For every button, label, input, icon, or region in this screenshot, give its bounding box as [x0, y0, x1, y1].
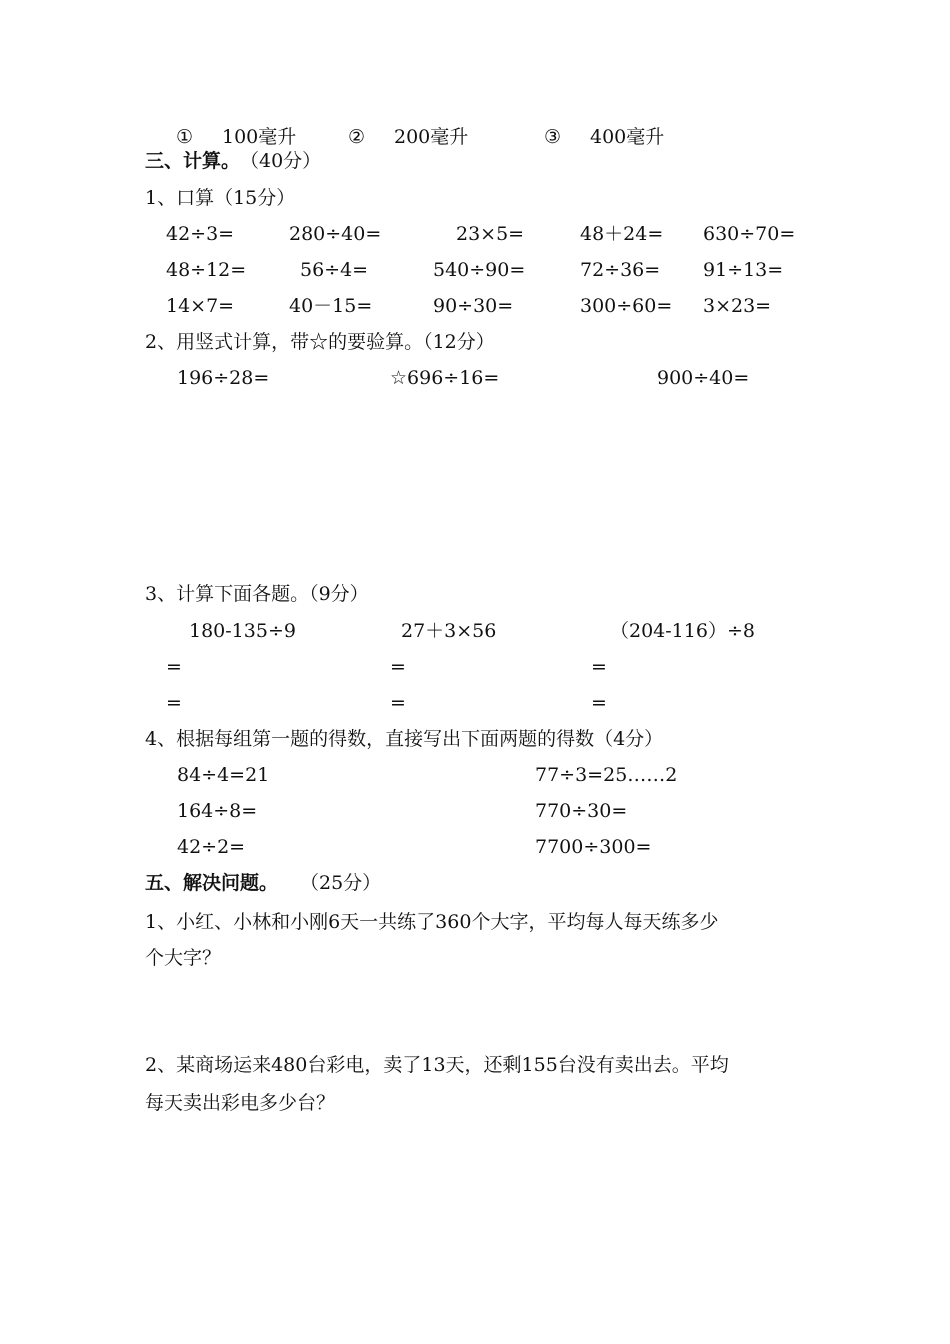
option-marker-1: ①: [176, 126, 194, 148]
calc-item: 630÷70=: [703, 223, 796, 245]
option-marker-3: ③: [544, 126, 562, 148]
equals-sign: =: [591, 656, 607, 678]
derived-calc-item: 77÷3=25……2: [535, 764, 678, 786]
calc-item: 91÷13=: [703, 259, 784, 281]
vertical-calc-item: 900÷40=: [657, 367, 750, 389]
calc-item: 300÷60=: [580, 295, 673, 317]
section5-title: 五、解决问题。: [145, 872, 279, 894]
equals-sign: =: [390, 656, 406, 678]
problem-2-line-2: 每天卖出彩电多少台？: [145, 1092, 336, 1114]
derived-calc-item: 84÷4=21: [177, 764, 270, 786]
equals-sign: =: [166, 692, 182, 714]
calc-item: 42÷3=: [166, 223, 235, 245]
equals-sign: =: [591, 692, 607, 714]
vertical-calc-item: 196÷28=: [177, 367, 270, 389]
option-marker-2: ②: [348, 126, 366, 148]
calc-item: 90÷30=: [433, 295, 514, 317]
derived-calc-item: 42÷2=: [177, 836, 246, 858]
calc-item: 40－15=: [289, 295, 373, 317]
calc-item: 280÷40=: [289, 223, 382, 245]
derived-calc-item: 7700÷300=: [535, 836, 652, 858]
q1-title: 1、口算（15分）: [145, 187, 296, 209]
calc-item: 56÷4=: [300, 259, 369, 281]
calc-item: 48÷12=: [166, 259, 247, 281]
equals-sign: =: [166, 656, 182, 678]
derived-calc-item: 164÷8=: [177, 800, 258, 822]
calc-item: 540÷90=: [433, 259, 526, 281]
problem-1-line-2: 个大字？: [145, 947, 222, 969]
option-text-1: 100毫升: [222, 126, 297, 148]
expression-item: （204-116）÷8: [610, 620, 755, 642]
option-text-3: 400毫升: [590, 126, 665, 148]
q4-title: 4、根据每组第一题的得数，直接写出下面两题的得数（4分）: [145, 728, 664, 750]
derived-calc-item: 770÷30=: [535, 800, 628, 822]
section3-title: 三、计算。: [145, 150, 241, 172]
q3-title: 3、计算下面各题。（9分）: [145, 583, 369, 605]
expression-item: 180-135÷9: [189, 620, 296, 642]
expression-item: 27＋3×56: [401, 620, 497, 642]
problem-2-line-1: 2、某商场运来480台彩电，卖了13天，还剩155台没有卖出去。平均: [145, 1054, 729, 1076]
vertical-calc-item: ☆696÷16=: [390, 367, 500, 389]
calc-item: 14×7=: [166, 295, 235, 317]
equals-sign: =: [390, 692, 406, 714]
section3-score: （40分）: [240, 150, 322, 172]
calc-item: 48＋24=: [580, 223, 664, 245]
calc-item: 72÷36=: [580, 259, 661, 281]
section5-score: （25分）: [300, 872, 382, 894]
q2-title: 2、用竖式计算，带☆的要验算。（12分）: [145, 331, 495, 353]
calc-item: 3×23=: [703, 295, 772, 317]
calc-item: 23×5=: [456, 223, 525, 245]
option-text-2: 200毫升: [394, 126, 469, 148]
problem-1-line-1: 1、小红、小林和小刚6天一共练了360个大字，平均每人每天练多少: [145, 911, 719, 933]
